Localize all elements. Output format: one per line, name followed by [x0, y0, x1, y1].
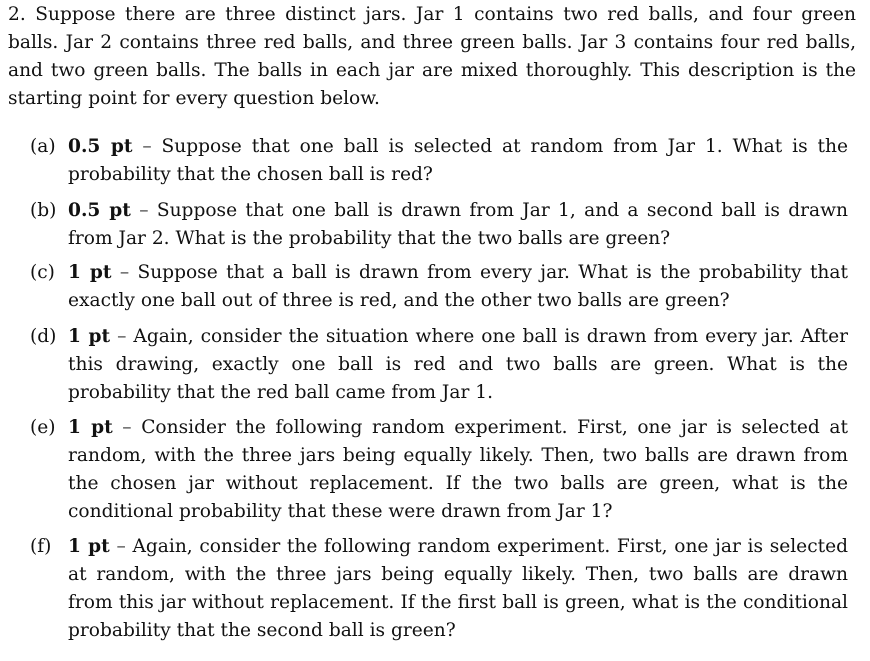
part-text: Again, consider the situation where one ball is drawn from every jar. After this drawing, exactly one ball is red and two balls are green. What is the probability that the red ball came from Jar 1. [68, 326, 848, 403]
part-text: Again, consider the following random experiment. First, one jar is selected at random, with the three jars being equally likely. Then, two balls are drawn from this jar without replacement. If the first ball is green, what is the conditional probability that the second ball is green? [68, 536, 848, 641]
part-label: (a) [30, 136, 56, 157]
part-a [30, 133, 848, 189]
part-separator: – [117, 326, 127, 347]
part-d [30, 323, 848, 407]
part-label: (d) [30, 326, 57, 347]
problem-intro [8, 0, 856, 113]
part-points: 1 pt [68, 262, 112, 283]
part-label: (c) [30, 262, 55, 283]
problem-number: 2. [8, 4, 26, 25]
part-separator: – [139, 200, 149, 221]
part-points: 1 pt [68, 417, 113, 438]
part-points: 1 pt [68, 326, 111, 347]
part-text: Suppose that a ball is drawn from every jar. What is the probability that exactly one ball out of three is red, and the other two balls are green? [68, 262, 848, 311]
problem-intro-text: Suppose there are three distinct jars. Jar 1 contains two red balls, and four green balls. Jar 2 contains three red balls, and three green balls. Jar 3 contains four red balls, and two green balls. The balls in each jar are mixed thoroughly. This description is the starting point for every question below. [8, 4, 856, 109]
part-b [30, 197, 848, 253]
part-e [30, 414, 848, 526]
part-label: (e) [30, 417, 56, 438]
part-text: Suppose that one ball is selected at random from Jar 1. What is the probability that the chosen ball is red? [68, 136, 848, 185]
problem-2 [8, 0, 856, 113]
part-separator: – [116, 536, 126, 557]
part-f [30, 533, 848, 645]
part-text: Suppose that one ball is drawn from Jar 1, and a second ball is drawn from Jar 2. What is the probability that the two balls are green? [68, 200, 848, 249]
part-points: 1 pt [68, 536, 110, 557]
part-separator: – [119, 262, 130, 283]
part-points: 0.5 pt [68, 200, 131, 221]
part-label: (b) [30, 200, 57, 221]
part-points: 0.5 pt [68, 136, 133, 157]
part-label: (f) [30, 536, 52, 557]
part-separator: – [122, 417, 132, 438]
part-c [30, 259, 848, 315]
part-separator: – [142, 136, 152, 157]
part-text: Consider the following random experiment. First, one jar is selected at random, with the three jars being equally likely. Then, two balls are drawn from the chosen jar without replacement. If the two balls are green, what is the conditional probability that these were drawn from Jar 1? [68, 417, 848, 522]
